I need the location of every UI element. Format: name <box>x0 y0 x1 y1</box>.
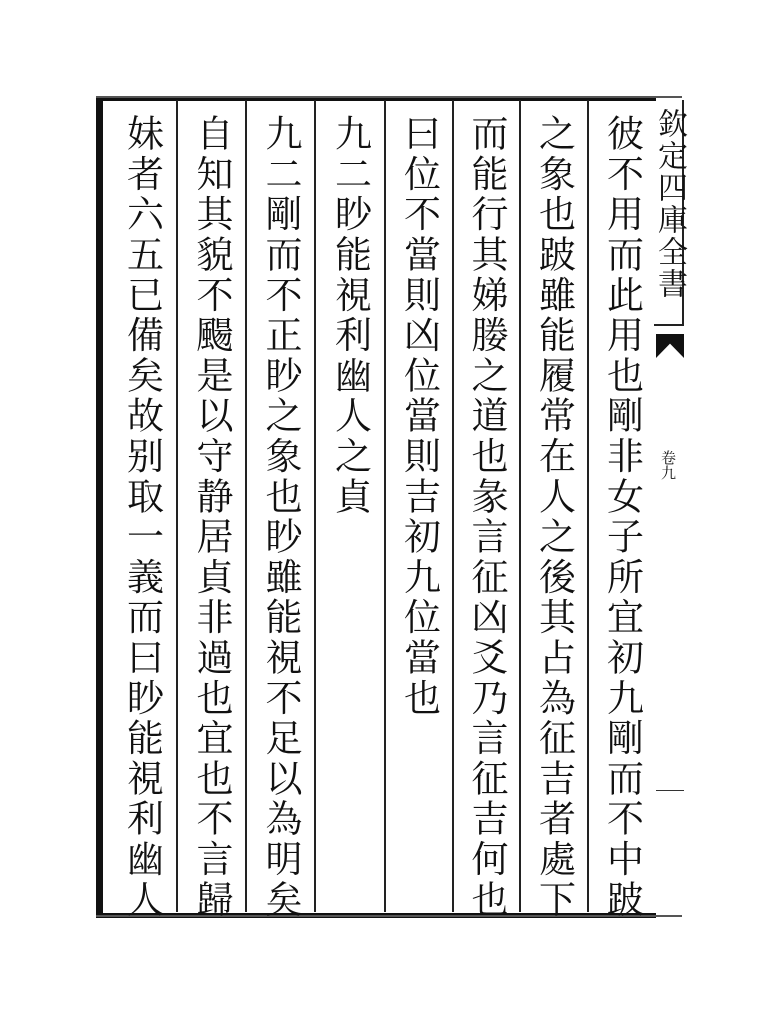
column-text: 而能行其娣媵之道也彖言征凶爻乃言征吉何也 <box>465 114 508 920</box>
frame-top-rule <box>96 96 682 98</box>
text-column-5 <box>316 100 384 912</box>
juan-number: 卷九 <box>659 450 677 480</box>
margin-rule <box>656 790 684 791</box>
column-text: 自知其貌不颺是以守静居貞非過也宜也不言歸 <box>190 114 233 920</box>
text-column-4 <box>386 100 452 912</box>
text-column-1 <box>589 100 655 920</box>
text-column-3 <box>454 100 519 920</box>
column-text: 之象也跛雖能履常在人之後其占為征吉者處下 <box>532 114 576 920</box>
column-text: 曰位不當則凶位當則吉初九位當也 <box>397 114 441 719</box>
book-title: 欽定四庫全書 <box>652 108 687 300</box>
column-text: 九二眇能視利幽人之貞 <box>328 114 372 517</box>
frame-bottom-rule <box>96 915 682 917</box>
column-text: 妹者六五已備矣故别取一義而曰眇能視利幽人 <box>120 114 164 920</box>
column-text: 彼不用而此用也剛非女子所宜初九剛而不中跛 <box>600 114 644 920</box>
column-text: 九二剛而不正眇之象也眇雖能視不足以為明矣 <box>259 114 302 920</box>
text-column-7 <box>178 100 245 920</box>
text-column-8 <box>108 100 176 920</box>
text-column-2 <box>521 100 587 920</box>
fishtail-mark <box>656 334 684 358</box>
text-column-6 <box>247 100 314 920</box>
